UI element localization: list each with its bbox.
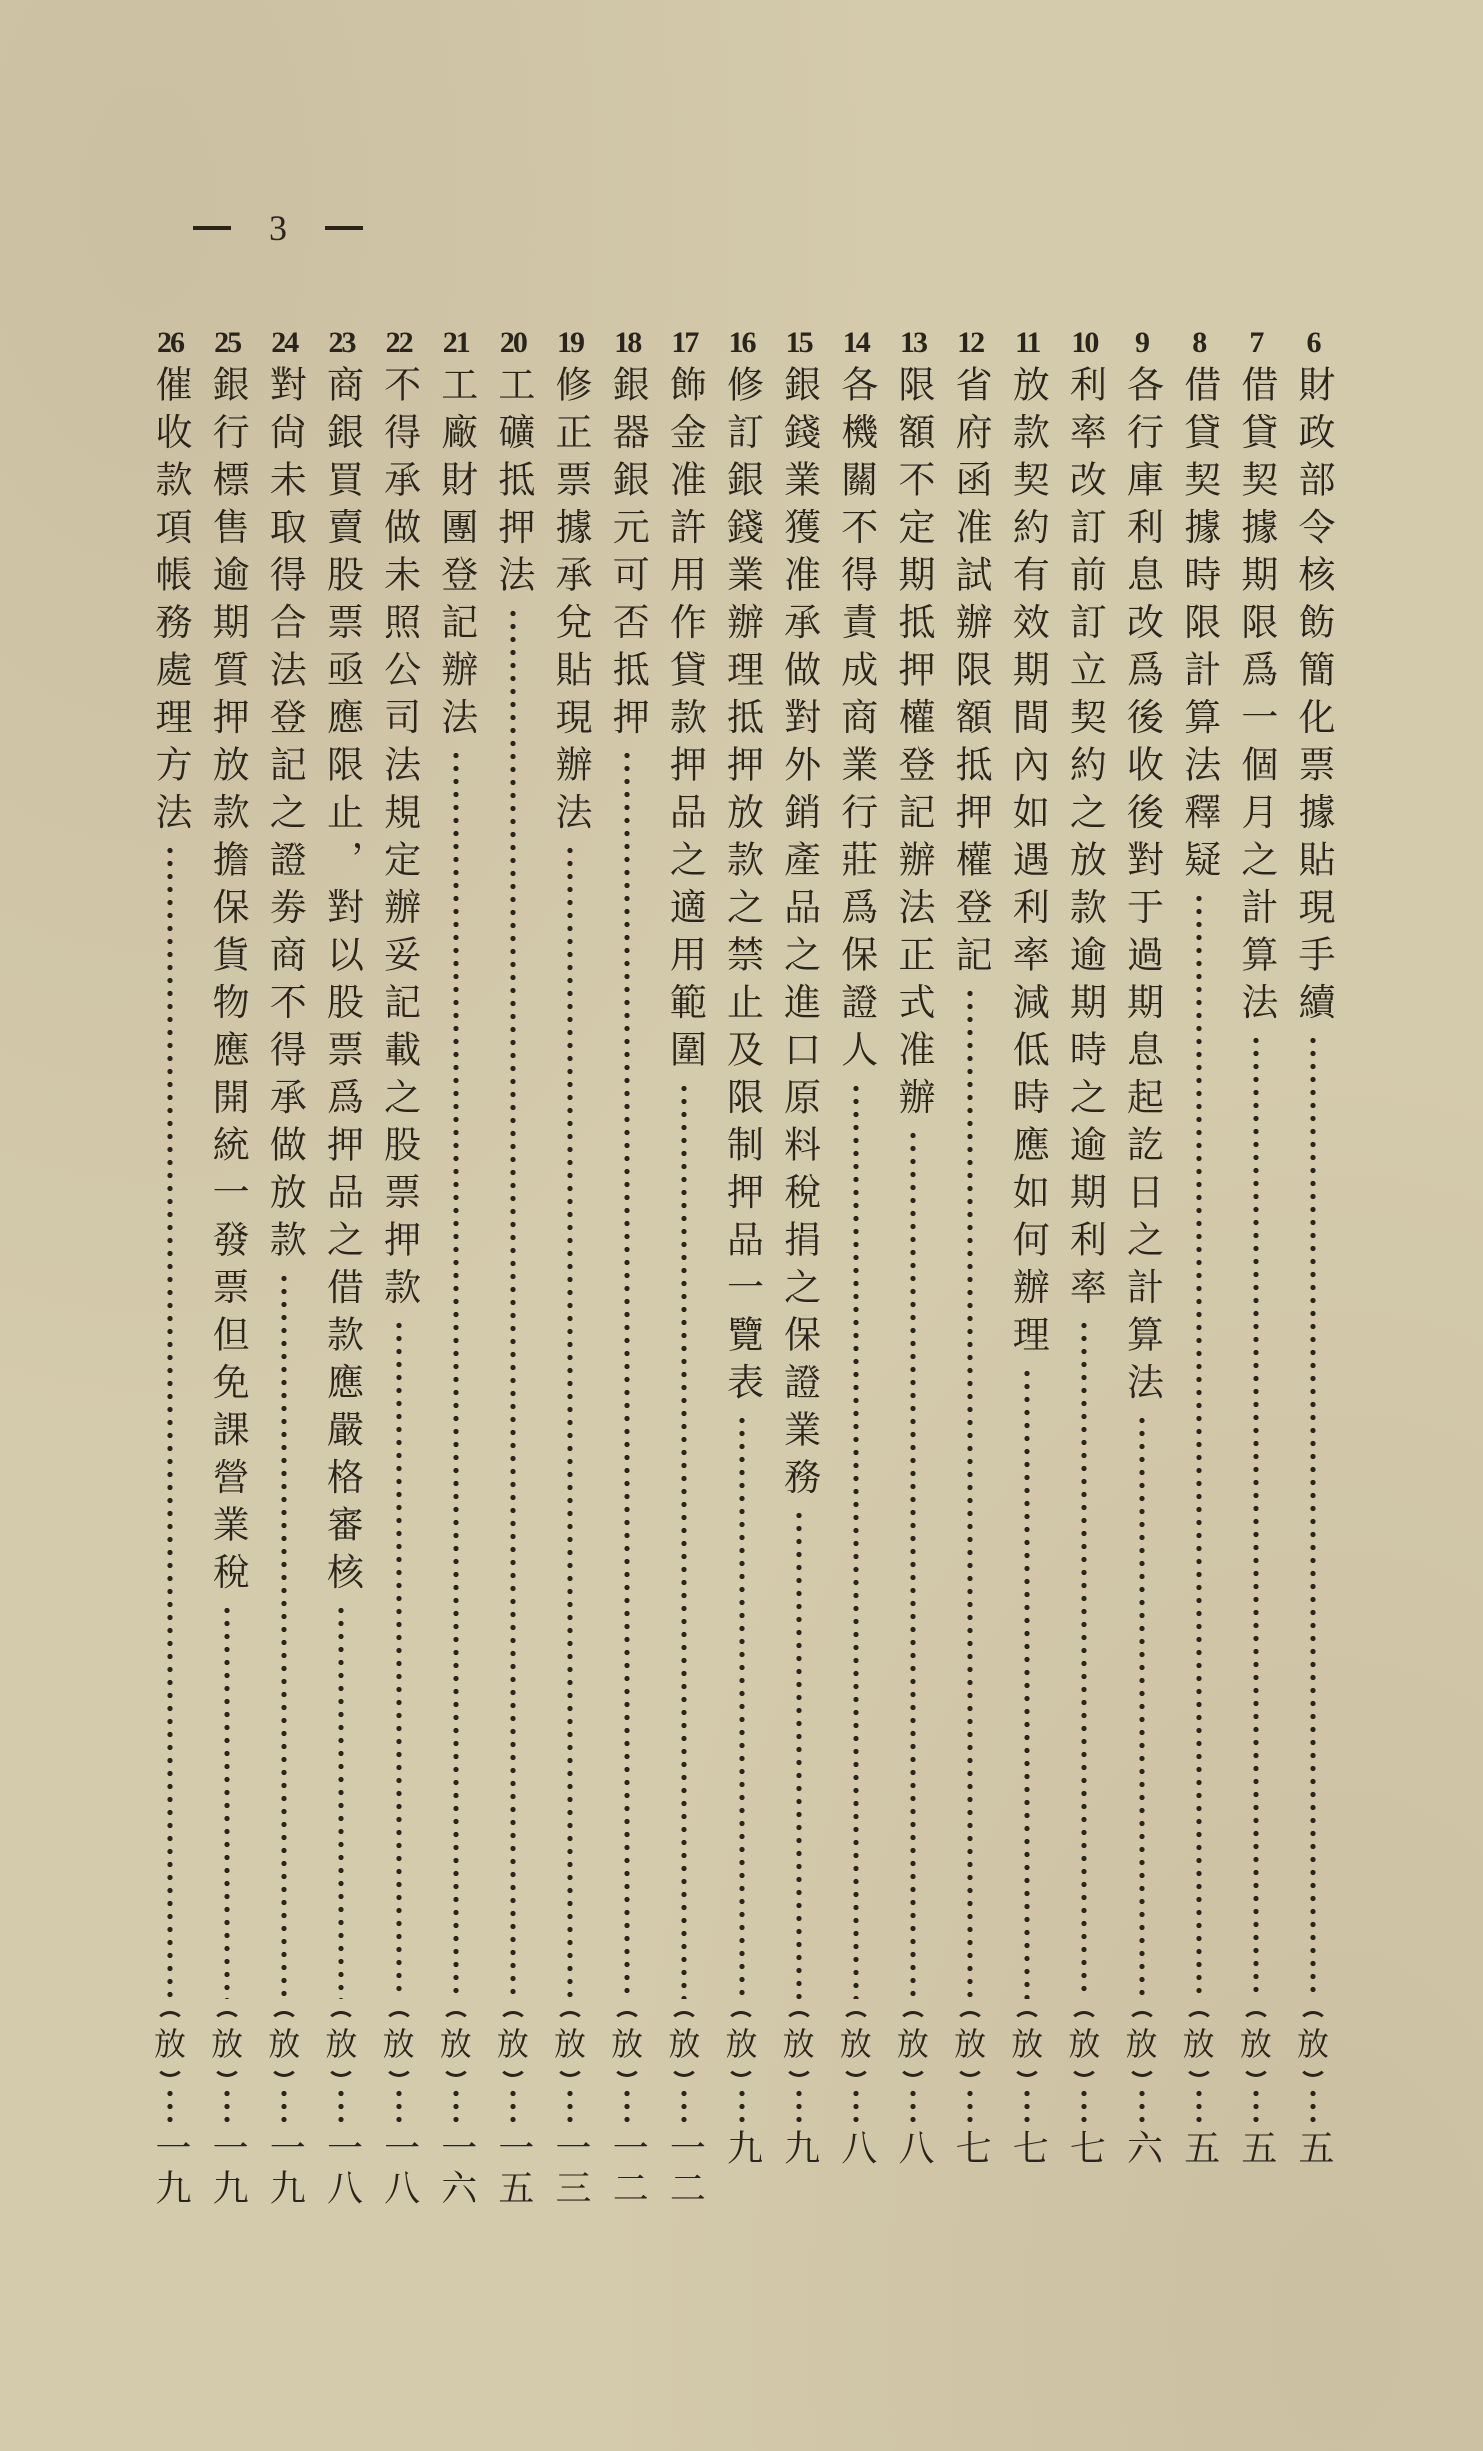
dot-leader bbox=[396, 1319, 402, 1999]
entry-title: 各機關不得責成商業行莊爲保證人 bbox=[834, 365, 878, 1078]
entry-number: 13 bbox=[899, 326, 926, 359]
tag-label: 放 bbox=[1296, 2025, 1329, 2063]
entry-title: 銀器銀元可否抵押 bbox=[606, 365, 650, 745]
tag-label: 放 bbox=[1239, 2025, 1272, 2063]
toc-entry-11[interactable] bbox=[1002, 325, 1052, 2215]
tag-label: 放 bbox=[725, 2025, 758, 2063]
close-paren-icon bbox=[555, 2063, 585, 2077]
close-paren-icon bbox=[1184, 2063, 1214, 2077]
dot-leader bbox=[1139, 1414, 1145, 1999]
open-paren-icon bbox=[441, 2011, 471, 2025]
entry-page-number: 九 bbox=[778, 2129, 820, 2169]
entry-page-number: 一九 bbox=[150, 2129, 191, 2209]
entry-number: 21 bbox=[442, 326, 469, 359]
open-paren-icon bbox=[898, 2011, 928, 2025]
dot-leader-short bbox=[796, 2087, 802, 2127]
entry-page-number: 一九 bbox=[264, 2129, 306, 2209]
toc-entry-22[interactable] bbox=[374, 325, 424, 2215]
close-paren-icon bbox=[384, 2063, 414, 2077]
open-paren-icon bbox=[841, 2011, 871, 2025]
close-paren-icon bbox=[726, 2063, 756, 2077]
entry-title: 不得承做未照公司法規定辦妥記載之股票押款 bbox=[377, 365, 421, 1315]
close-paren-icon bbox=[955, 2063, 985, 2077]
category-tag bbox=[440, 2003, 472, 2085]
category-tag bbox=[897, 2003, 929, 2085]
tag-label: 放 bbox=[611, 2025, 644, 2063]
dot-leader bbox=[681, 1082, 687, 2000]
open-paren-icon bbox=[155, 2011, 185, 2025]
entry-number: 7 bbox=[1249, 326, 1263, 359]
category-tag bbox=[1126, 2003, 1158, 2085]
dot-leader-short bbox=[224, 2087, 230, 2127]
close-paren-icon bbox=[1069, 2063, 1099, 2077]
dot-leader-short bbox=[1081, 2087, 1087, 2127]
category-tag bbox=[1183, 2003, 1215, 2085]
close-paren-icon bbox=[498, 2063, 528, 2077]
toc-entry-24[interactable] bbox=[259, 325, 309, 2215]
entry-title: 催收款項帳務處理方法 bbox=[149, 365, 192, 840]
entry-number: 16 bbox=[728, 326, 755, 359]
entry-page-number: 七 bbox=[950, 2129, 992, 2169]
dot-leader-short bbox=[967, 2087, 973, 2127]
tag-label: 放 bbox=[1068, 2025, 1101, 2063]
toc-entry-26[interactable] bbox=[145, 325, 195, 2215]
entry-title: 財政部令核飭簡化票據貼現手續 bbox=[1292, 365, 1335, 1030]
entry-page-number: 一三 bbox=[550, 2129, 592, 2209]
close-paren-icon bbox=[441, 2063, 471, 2077]
category-tag bbox=[954, 2003, 986, 2085]
dot-leader bbox=[567, 844, 573, 1999]
dot-leader bbox=[453, 749, 459, 1999]
entry-page-number: 一八 bbox=[378, 2129, 420, 2209]
category-tag bbox=[154, 2003, 186, 2085]
entry-number: 17 bbox=[671, 326, 698, 359]
dot-leader-short bbox=[1139, 2087, 1145, 2127]
toc-entry-10[interactable] bbox=[1059, 325, 1109, 2215]
dot-leader-short bbox=[510, 2087, 516, 2127]
dot-leader-short bbox=[338, 2087, 344, 2127]
entry-number: 6 bbox=[1306, 326, 1320, 359]
category-tag bbox=[783, 2003, 815, 2085]
entry-title: 放款契約有效期間內如遇利率減低時應如何辦理 bbox=[1006, 365, 1050, 1363]
dot-leader bbox=[510, 607, 516, 2000]
close-paren-icon bbox=[1241, 2063, 1271, 2077]
entry-title: 借貸契據時限計算法釋疑 bbox=[1177, 365, 1221, 888]
entry-title: 省府函准試辦限額抵押權登記 bbox=[949, 365, 993, 983]
category-tag bbox=[725, 2003, 757, 2085]
toc-entry-9[interactable] bbox=[1117, 325, 1167, 2215]
close-paren-icon bbox=[784, 2063, 814, 2077]
entry-number: 9 bbox=[1135, 326, 1149, 359]
toc-entry-8[interactable] bbox=[1174, 325, 1224, 2215]
dot-leader-short bbox=[853, 2087, 859, 2127]
toc-entry-25[interactable] bbox=[202, 325, 252, 2215]
entry-number: 22 bbox=[385, 326, 412, 359]
open-paren-icon bbox=[1184, 2011, 1214, 2025]
dot-leader bbox=[281, 1272, 287, 2000]
open-paren-icon bbox=[555, 2011, 585, 2025]
open-paren-icon bbox=[784, 2011, 814, 2025]
dot-leader bbox=[167, 844, 173, 1999]
entry-page-number: 一二 bbox=[607, 2129, 649, 2209]
toc-entry-21[interactable] bbox=[431, 325, 481, 2215]
entry-title: 修訂銀錢業辦理抵押放款之禁止及限制押品一覽表 bbox=[720, 365, 764, 1410]
entry-number: 12 bbox=[957, 326, 984, 359]
open-paren-icon bbox=[1127, 2011, 1157, 2025]
toc-entry-23[interactable] bbox=[316, 325, 366, 2215]
dot-leader-short bbox=[1196, 2087, 1202, 2127]
tag-label: 放 bbox=[782, 2025, 815, 2063]
close-paren-icon bbox=[212, 2063, 242, 2077]
dot-leader-short bbox=[453, 2087, 459, 2127]
entry-title: 銀行標售逾期質押放款擔保貨物應開統一發票但免課營業稅 bbox=[206, 365, 250, 1600]
entry-title: 修正票據承兌貼現辦法 bbox=[549, 365, 593, 840]
open-paren-icon bbox=[498, 2011, 528, 2025]
entry-page-number: 八 bbox=[892, 2129, 934, 2169]
entry-number: 25 bbox=[214, 326, 241, 359]
page-number: 3 bbox=[269, 208, 287, 248]
tag-label: 放 bbox=[839, 2025, 872, 2063]
category-tag bbox=[1068, 2003, 1100, 2085]
open-paren-icon bbox=[669, 2011, 699, 2025]
tag-label: 放 bbox=[439, 2025, 472, 2063]
entry-page-number: 七 bbox=[1007, 2129, 1049, 2169]
dot-leader bbox=[1024, 1367, 1030, 2000]
dot-leader-short bbox=[910, 2087, 916, 2127]
dot-leader-short bbox=[624, 2087, 630, 2127]
dot-leader bbox=[624, 749, 630, 1999]
open-paren-icon bbox=[612, 2011, 642, 2025]
tag-label: 放 bbox=[153, 2025, 186, 2063]
close-paren-icon bbox=[898, 2063, 928, 2077]
entry-number: 8 bbox=[1192, 326, 1206, 359]
entry-number: 18 bbox=[614, 326, 641, 359]
toc-entry-20[interactable] bbox=[488, 325, 538, 2215]
entry-title: 商銀買賣股票亟應限止，對以股票爲押品之借款應嚴格審核 bbox=[320, 365, 364, 1600]
entry-title: 限額不定期抵押權登記辦法正式准辦 bbox=[891, 365, 935, 1125]
close-paren-icon bbox=[326, 2063, 356, 2077]
dot-leader bbox=[224, 1604, 230, 1999]
category-tag bbox=[1240, 2003, 1272, 2085]
category-tag bbox=[1011, 2003, 1043, 2085]
entry-title: 各行庫利息改爲後收後對于過期息起訖日之計算法 bbox=[1120, 365, 1164, 1410]
category-tag bbox=[268, 2003, 300, 2085]
tag-label: 放 bbox=[1125, 2025, 1158, 2063]
toc-entry-17[interactable] bbox=[659, 325, 709, 2215]
category-tag bbox=[497, 2003, 529, 2085]
open-paren-icon bbox=[1298, 2011, 1328, 2025]
toc-entry-12[interactable] bbox=[945, 325, 995, 2215]
toc-entry-18[interactable] bbox=[602, 325, 652, 2215]
dot-leader-short bbox=[167, 2087, 173, 2127]
entry-page-number: 一六 bbox=[435, 2129, 477, 2209]
entry-number: 24 bbox=[271, 326, 298, 359]
toc-entry-14[interactable] bbox=[831, 325, 881, 2215]
toc-entry-15[interactable] bbox=[774, 325, 824, 2215]
tag-label: 放 bbox=[268, 2025, 301, 2063]
entry-page-number: 八 bbox=[835, 2129, 877, 2169]
tag-label: 放 bbox=[1011, 2025, 1044, 2063]
toc-entry-6[interactable] bbox=[1288, 325, 1338, 2215]
entry-title: 銀錢業獲准承做對外銷產品之進口原料稅捐之保證業務 bbox=[777, 365, 821, 1505]
tag-label: 放 bbox=[211, 2025, 244, 2063]
open-paren-icon bbox=[326, 2011, 356, 2025]
entry-page-number: 一九 bbox=[207, 2129, 249, 2209]
dot-leader-short bbox=[1310, 2087, 1316, 2127]
dot-leader-short bbox=[396, 2087, 402, 2127]
close-paren-icon bbox=[669, 2063, 699, 2077]
category-tag bbox=[554, 2003, 586, 2085]
tag-label: 放 bbox=[325, 2025, 358, 2063]
dot-leader-short bbox=[281, 2087, 287, 2127]
dot-leader-short bbox=[567, 2087, 573, 2127]
tag-label: 放 bbox=[496, 2025, 529, 2063]
entry-page-number: 一二 bbox=[664, 2129, 706, 2209]
entry-number: 23 bbox=[328, 326, 355, 359]
entry-page-number: 五 bbox=[1178, 2129, 1220, 2169]
dot-leader-short bbox=[681, 2087, 687, 2127]
entry-title: 利率改訂前訂立契約之放款逾期時之逾期利率 bbox=[1063, 365, 1107, 1315]
entry-page-number: 一五 bbox=[492, 2129, 534, 2209]
dot-leader bbox=[796, 1509, 802, 1999]
entry-number: 15 bbox=[785, 326, 812, 359]
toc-entry-13[interactable] bbox=[888, 325, 938, 2215]
category-tag bbox=[668, 2003, 700, 2085]
close-paren-icon bbox=[841, 2063, 871, 2077]
entry-title: 對尙未取得合法登記之證劵商不得承做放款 bbox=[263, 365, 307, 1268]
entry-page-number: 五 bbox=[1293, 2129, 1334, 2169]
tag-label: 放 bbox=[1182, 2025, 1215, 2063]
category-tag bbox=[383, 2003, 415, 2085]
entry-page-number: 六 bbox=[1121, 2129, 1163, 2169]
close-paren-icon bbox=[155, 2063, 185, 2077]
entry-page-number: 一八 bbox=[321, 2129, 363, 2209]
open-paren-icon bbox=[955, 2011, 985, 2025]
tag-label: 放 bbox=[954, 2025, 987, 2063]
tag-label: 放 bbox=[554, 2025, 587, 2063]
dot-leader bbox=[967, 987, 973, 2000]
tag-label: 放 bbox=[896, 2025, 929, 2063]
tag-label: 放 bbox=[382, 2025, 415, 2063]
open-paren-icon bbox=[212, 2011, 242, 2025]
dot-leader bbox=[910, 1129, 916, 1999]
open-paren-icon bbox=[384, 2011, 414, 2025]
dot-leader bbox=[1310, 1034, 1316, 1999]
entry-page-number: 七 bbox=[1064, 2129, 1106, 2169]
entry-number: 20 bbox=[499, 326, 526, 359]
entry-title: 工礦抵押法 bbox=[491, 365, 535, 603]
category-tag bbox=[1297, 2003, 1329, 2085]
dot-leader bbox=[739, 1414, 745, 1999]
dot-leader bbox=[338, 1604, 344, 1999]
close-paren-icon bbox=[612, 2063, 642, 2077]
dot-leader bbox=[1196, 892, 1202, 2000]
close-paren-icon bbox=[269, 2063, 299, 2077]
open-paren-icon bbox=[726, 2011, 756, 2025]
entry-number: 14 bbox=[842, 326, 869, 359]
close-paren-icon bbox=[1298, 2063, 1328, 2077]
category-tag bbox=[840, 2003, 872, 2085]
category-tag bbox=[211, 2003, 243, 2085]
entry-title: 飾金准許用作貸款押品之適用範圍 bbox=[663, 365, 707, 1078]
open-paren-icon bbox=[1012, 2011, 1042, 2025]
dot-leader bbox=[1081, 1319, 1087, 1999]
entry-number: 19 bbox=[557, 326, 584, 359]
open-paren-icon bbox=[269, 2011, 299, 2025]
dot-leader-short bbox=[1024, 2087, 1030, 2127]
dot-leader-short bbox=[739, 2087, 745, 2127]
category-tag bbox=[325, 2003, 357, 2085]
entry-title: 借貸契據期限爲一個月之計算法 bbox=[1234, 365, 1278, 1030]
entry-page-number: 五 bbox=[1235, 2129, 1277, 2169]
dot-leader bbox=[853, 1082, 859, 2000]
dot-leader-short bbox=[1253, 2087, 1259, 2127]
toc-entry-19[interactable] bbox=[545, 325, 595, 2215]
tag-label: 放 bbox=[668, 2025, 701, 2063]
toc-entry-16[interactable] bbox=[717, 325, 767, 2215]
close-paren-icon bbox=[1012, 2063, 1042, 2077]
category-tag bbox=[611, 2003, 643, 2085]
open-paren-icon bbox=[1241, 2011, 1271, 2025]
open-paren-icon bbox=[1069, 2011, 1099, 2025]
entry-page-number: 九 bbox=[721, 2129, 763, 2169]
toc-entry-7[interactable] bbox=[1231, 325, 1281, 2215]
entry-number: 26 bbox=[157, 326, 183, 359]
close-paren-icon bbox=[1127, 2063, 1157, 2077]
entry-number: 11 bbox=[1015, 326, 1040, 359]
entry-number: 10 bbox=[1071, 326, 1098, 359]
dot-leader bbox=[1253, 1034, 1259, 1999]
entry-title: 工廠財團登記辦法 bbox=[434, 365, 478, 745]
